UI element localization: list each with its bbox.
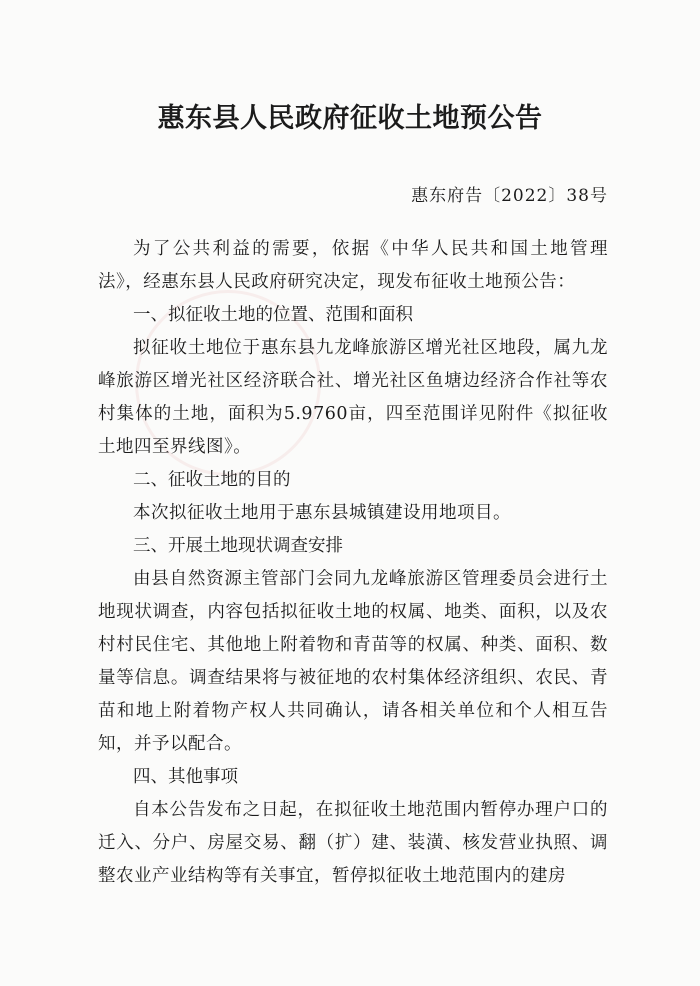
document-title: 惠东县人民政府征收土地预公告 — [157, 103, 543, 134]
section-heading-1: 一、拟征收土地的位置、范围和面积 — [133, 305, 413, 325]
document-number: 惠东府告〔2022〕38号 — [411, 186, 608, 206]
document-body — [98, 233, 608, 893]
section-paragraph-3: 由县自然资源主管部门会同九龙峰旅游区管理委员会进行土地现状调查，内容包括拟征收土地的权属、地类、面积，以及农村村民住宅、其他地上附着物和青苗等的权属、种类、面积、数量等信息。调查结果将与被征地的农村集体经济组织、农民、青苗和地上附着物产权人共同确认，请各相关单位和个人相互告知，并予以配合。 — [98, 569, 608, 754]
section-heading-4: 四、其他事项 — [133, 767, 238, 787]
section-paragraph-4: 自本公告发布之日起，在拟征收土地范围内暂停办理户口的迁入、分户、房屋交易、翻（扩）建、装潢、核发营业执照、调整农业产业结构等有关事宜，暂停拟征收土地范围内的建房 — [98, 800, 608, 886]
intro-paragraph: 为了公共利益的需要，依据《中华人民共和国土地管理法》，经惠东县人民政府研究决定，现发布征收土地预公告： — [98, 239, 608, 292]
section-heading-3: 三、开展土地现状调查安排 — [133, 536, 343, 556]
section-paragraph-1: 拟征收土地位于惠东县九龙峰旅游区增光社区地段，属九龙峰旅游区增光社区经济联合社、增光社区鱼塘边经济合作社等农村集体的土地，面积为5.9760亩，四至范围详见附件《拟征收土地四至界线图》。 — [98, 338, 608, 457]
section-paragraph-2: 本次拟征收土地用于惠东县城镇建设用地项目。 — [133, 503, 511, 523]
section-heading-2: 二、征收土地的目的 — [133, 470, 291, 490]
